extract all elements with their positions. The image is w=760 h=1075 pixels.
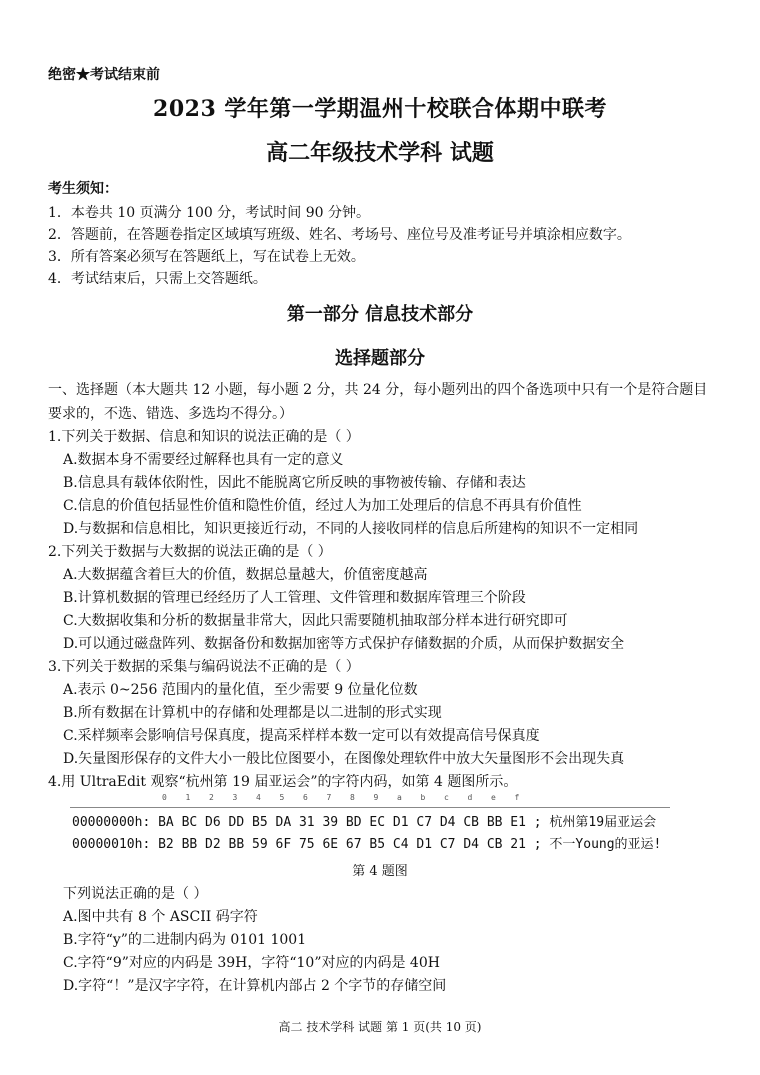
option-a: A.数据本身不需要经过解释也具有一定的意义 [63, 452, 344, 468]
ruler-label: 8 [350, 793, 355, 802]
option-b: B.字符“y”的二进制内码为 0101 1001 [63, 932, 307, 948]
notice-item: 1．本卷共 10 页满分 100 分，考试时间 90 分钟。 [48, 205, 370, 221]
figure-caption: 第 4 题图 [352, 864, 408, 879]
option-b: B.信息具有载体依附性，因此不能脱离它所反映的事物被传输、存储和表达 [63, 475, 526, 491]
ruler-label: e [491, 793, 496, 802]
exam-subtitle: 高二年级技术学科 试题 [266, 140, 494, 166]
notice-item: 4．考试结束后，只需上交答题纸。 [48, 271, 267, 287]
option-a: A.大数据蕴含着巨大的价值，数据总量越大，价值密度越高 [63, 567, 428, 583]
section-title: 选择题部分 [335, 348, 425, 369]
ruler-label: 0 [162, 793, 167, 802]
ruler-label: d [467, 793, 473, 802]
hex-ruler [70, 795, 670, 808]
question-stem: 4.用 UltraEdit 观察“杭州第 19 届亚运会”的字符内码，如第 4 题图所示。 [48, 774, 518, 790]
notice-item: 3．所有答案必须写在答题纸上，写在试卷上无效。 [48, 249, 365, 265]
ruler-label: c [444, 793, 449, 802]
exam-title: 2023 学年第一学期温州十校联合体期中联考 [153, 96, 607, 122]
question-stem: 2.下列关于数据与大数据的说法正确的是（ ） [48, 544, 332, 560]
option-d: D.与数据和信息相比，知识更接近行动，不同的人接收同样的信息后所建构的知识不一定相同 [63, 521, 639, 537]
option-d: D.可以通过磁盘阵列、数据备份和数据加密等方式保护存储数据的介质，从而保护数据安全 [63, 636, 625, 652]
option-d: D.字符“！”是汉字字符，在计算机内部占 2 个字节的存储空间 [63, 978, 447, 994]
option-d: D.矢量图形保存的文件大小一般比位图要小，在图像处理软件中放大矢量图形不会出现失真 [63, 751, 625, 767]
option-a: A.表示 0~256 范围内的量化值，至少需要 9 位量化位数 [63, 682, 418, 698]
notice-item: 2．答题前，在答题卷指定区域填写班级、姓名、考场号、座位号及准考证号并填涂相应数字。 [48, 227, 631, 243]
question-stem: 1.下列关于数据、信息和知识的说法正确的是（ ） [48, 429, 360, 445]
ruler-label: a [397, 793, 402, 802]
option-c: C.采样频率会影响信号保真度，提高采样样本数一定可以有效提高信号保真度 [63, 728, 540, 744]
ruler-label: 6 [303, 793, 308, 802]
part-title: 第一部分 信息技术部分 [286, 304, 474, 325]
confidential-label: 绝密★考试结束前 [48, 67, 160, 83]
ruler-label: 3 [232, 793, 238, 802]
question-substem: 下列说法正确的是（ ） [63, 886, 208, 902]
ruler-label: 4 [256, 793, 261, 802]
ruler-label: b [420, 793, 426, 802]
ruler-label: 9 [373, 793, 379, 802]
option-c: C.信息的价值包括显性价值和隐性价值，经过人为加工处理后的信息不再具有价值性 [63, 498, 582, 514]
question-stem: 3.下列关于数据的采集与编码说法不正确的是（ ） [48, 659, 360, 675]
option-b: B.所有数据在计算机中的存储和处理都是以二进制的形式实现 [63, 705, 442, 721]
option-a: A.图中共有 8 个 ASCII 码字符 [63, 909, 258, 925]
option-c: C.大数据收集和分析的数据量非常大，因此只需要随机抽取部分样本进行研究即可 [63, 613, 568, 629]
section-intro: 一、选择题（本大题共 12 小题，每小题 2 分，共 24 分，每小题列出的四个备选项中只有一个是符合题目要求的，不选、错选、多选均不得分。） [48, 382, 708, 422]
ruler-label: 1 [185, 793, 191, 802]
ruler-label: 7 [326, 793, 332, 802]
notice-heading: 考生须知： [48, 181, 118, 197]
hex-line: 00000000h: BA BC D6 DD B5 DA 31 39 BD EC D1 C7 D4 CB BB E1 ; 杭州第19届亚运会 [72, 815, 657, 830]
ruler-label: f [514, 793, 520, 802]
ruler-label: 5 [279, 793, 285, 802]
hex-line: 00000010h: B2 BB D2 BB 59 6F 75 6E 67 B5 C4 D1 C7 D4 CB 21 ; 不一Young的亚运! [72, 837, 662, 852]
hex-figure [70, 795, 670, 855]
option-b: B.计算机数据的管理已经经历了人工管理、文件管理和数据库管理三个阶段 [63, 590, 526, 606]
option-c: C.字符“9”对应的内码是 39H，字符“10”对应的内码是 40H [63, 955, 440, 971]
page-footer: 高二 技术学科 试题 第 1 页(共 10 页) [278, 1020, 482, 1034]
ruler-label: 2 [209, 793, 214, 802]
